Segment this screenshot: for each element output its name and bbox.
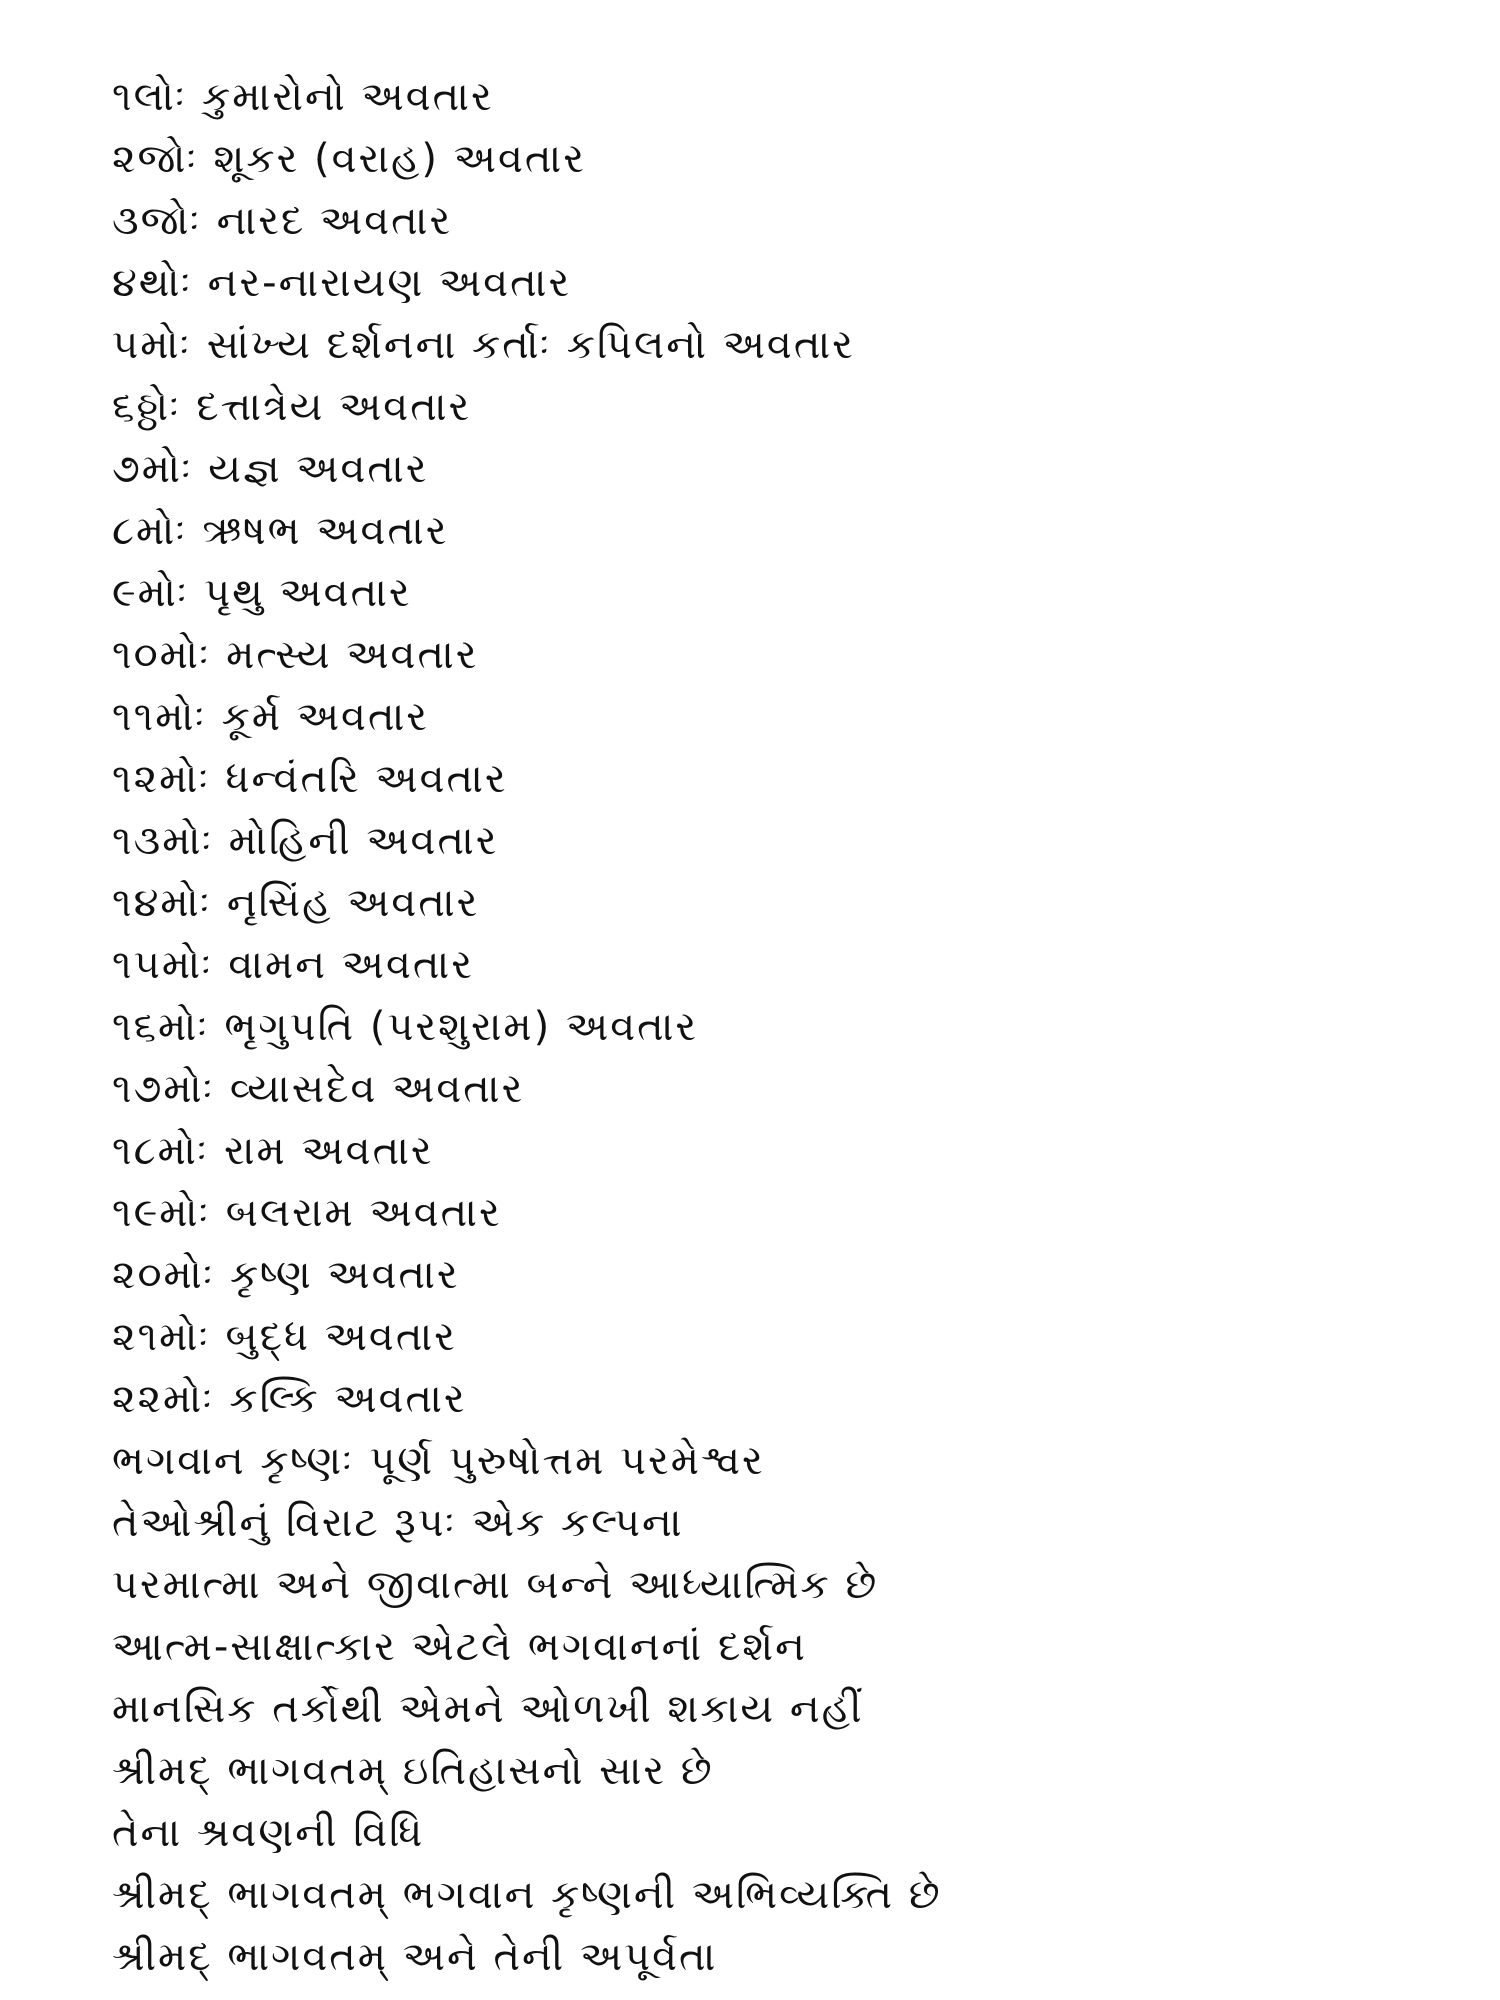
list-item: ૩જોઃ નારદ અવતાર [112,198,453,244]
list-item: ૧૬મોઃ ભૃગુપતિ (પરશુરામ) અવતાર [112,1004,699,1050]
list-item: ભગવાન કૃષ્ણઃ પૂર્ણ પુરુષોત્તમ પરમેશ્વર [112,1438,765,1484]
list-item: ૧૪મોઃ નૃસિંહ અવતાર [112,880,480,926]
list-item: ૧૦મોઃ મત્સ્ય અવતાર [112,632,479,678]
list-item: તેના શ્રવણની વિધિ [112,1810,425,1856]
list-item: ૪થોઃ નર-નારાયણ અવતાર [112,260,572,306]
list-item: ૧૫મોઃ વામન અવતાર [112,942,474,988]
list-item: ૮મોઃ ઋષભ અવતાર [112,508,449,554]
list-item: આત્મ-સાક્ષાત્કાર એટલે ભગવાનનાં દર્શન [112,1624,807,1670]
avatar-list [112,66,942,1988]
list-item: ૨૨મોઃ કલ્કિ અવતાર [112,1376,467,1422]
list-item: ૯મોઃ પૃથુ અવતાર [112,570,412,616]
list-item: ૨૦મોઃ કૃષ્ણ અવતાર [112,1252,460,1298]
list-item: ૧લોઃ કુમારોનો અવતાર [112,74,494,120]
list-item: તેઓશ્રીનું વિરાટ રૂપઃ એક કલ્પના [112,1500,684,1546]
list-item: ૭મોઃ યજ્ઞ અવતાર [112,446,429,492]
list-item: ૨૧મોઃ બુદ્ધ અવતાર [112,1314,457,1360]
list-item: ૫મોઃ સાંખ્ય દર્શનના કર્તાઃ કપિલનો અવતાર [112,322,855,368]
list-item: શ્રીમદ્ ભાગવતમ્ અને તેની અપૂર્વતા [112,1934,718,1980]
list-item: શ્રીમદ્ ભાગવતમ્ ભગવાન કૃષ્ણની અભિવ્યક્તિ છે [112,1872,942,1918]
list-item: પરમાત્મા અને જીવાત્મા બન્ને આધ્યાત્મિક છે [112,1562,879,1608]
list-item: માનસિક તર્કોથી એમને ઓળખી શકાય નહીં [112,1686,864,1732]
list-item: ૧૯મોઃ બલરામ અવતાર [112,1190,502,1236]
list-item: શ્રીમદ્ ભાગવતમ્ ઇતિહાસનો સાર છે [112,1748,714,1794]
list-item: ૬ઠ્ઠોઃ દત્તાત્રેય અવતાર [112,384,472,430]
list-item: ૨જોઃ શૂકર (વરાહ) અવતાર [112,136,586,182]
list-item: ૧૨મોઃ ધન્વંતરિ અવતાર [112,756,508,802]
list-item: ૧૧મોઃ કૂર્મ અવતાર [112,694,429,740]
list-item: ૧૭મોઃ વ્યાસદેવ અવતાર [112,1066,525,1112]
list-item: ૧૮મોઃ રામ અવતાર [112,1128,434,1174]
list-item: ૧૩મોઃ મોહિની અવતાર [112,818,499,864]
